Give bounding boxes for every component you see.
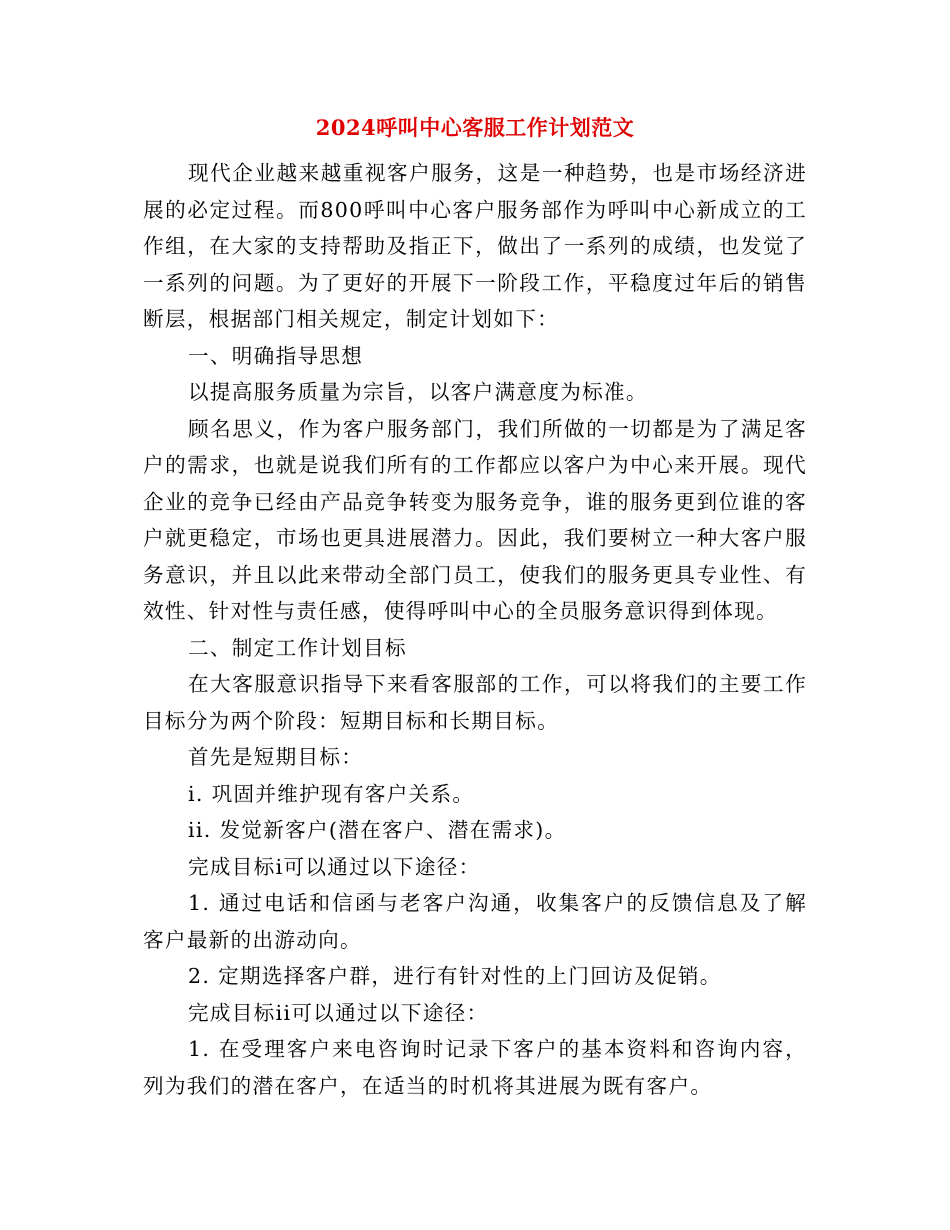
list-item-method-2: 2. 定期选择客户群，进行有针对性的上门回访及促销。: [188, 964, 722, 988]
paragraph-short-term: 首先是短期目标：: [188, 745, 364, 769]
paragraph-intro: 现代企业越来越重视客户服务，这是一种趋势，也是市场经济进展的必定过程。而800呼叫中心客户服务部作为呼叫中心新成立的工作组，在大家的支持帮助及指正下，做出了一系列的成绩，也发觉了一系列的问题。为了更好的开展下一阶段工作，平稳度过年后的销售断层，根据部门相关规定，制定计划如下：: [143, 161, 807, 331]
heading-work-goals: 二、制定工作计划目标: [188, 635, 407, 660]
paragraph-principle: 以提高服务质量为宗旨，以客户满意度为标准。: [188, 380, 648, 404]
list-item-method-ii-1: 1. 在受理客户来电咨询时记录下客户的基本资料和咨询内容，列为我们的潜在客户，在适当的时机将其进展为既有客户。: [143, 1037, 807, 1098]
paragraph-customer-focus: 顾名思义，作为客户服务部门，我们所做的一切都是为了满足客户的需求，也就是说我们所有的工作都应以客户为中心来开展。现代企业的竞争已经由产品竞争转变为服务竞争，谁的服务更到位谁的客户就更稳定，市场也更具进展潜力。因此，我们要树立一种大客户服务意识，并且以此来带动全部门员工，使我们的服务更具专业性、有效性、针对性与责任感，使得呼叫中心的全员服务意识得到体现。: [143, 416, 807, 623]
paragraph-goal-i-methods: 完成目标i可以通过以下途径：: [188, 854, 481, 879]
list-item-goal-i: i. 巩固并维护现有客户关系。: [188, 781, 475, 806]
paragraph-goals-intro: 在大客服意识指导下来看客服部的工作，可以将我们的主要工作目标分为两个阶段：短期目标和长期目标。: [143, 672, 807, 733]
paragraph-goal-ii-methods: 完成目标ii可以通过以下途径：: [188, 1000, 489, 1025]
list-item-goal-ii: ii. 发觉新客户(潜在客户、潜在需求)。: [188, 818, 567, 842]
heading-guiding-principle: 一、明确指导思想: [188, 343, 364, 368]
list-item-method-1: 1. 通过电话和信函与老客户沟通，收集客户的反馈信息及了解客户最新的出游动向。: [143, 891, 807, 952]
document-body: [143, 155, 807, 1104]
document-title: 2024呼叫中心客服工作计划范文: [315, 115, 635, 140]
